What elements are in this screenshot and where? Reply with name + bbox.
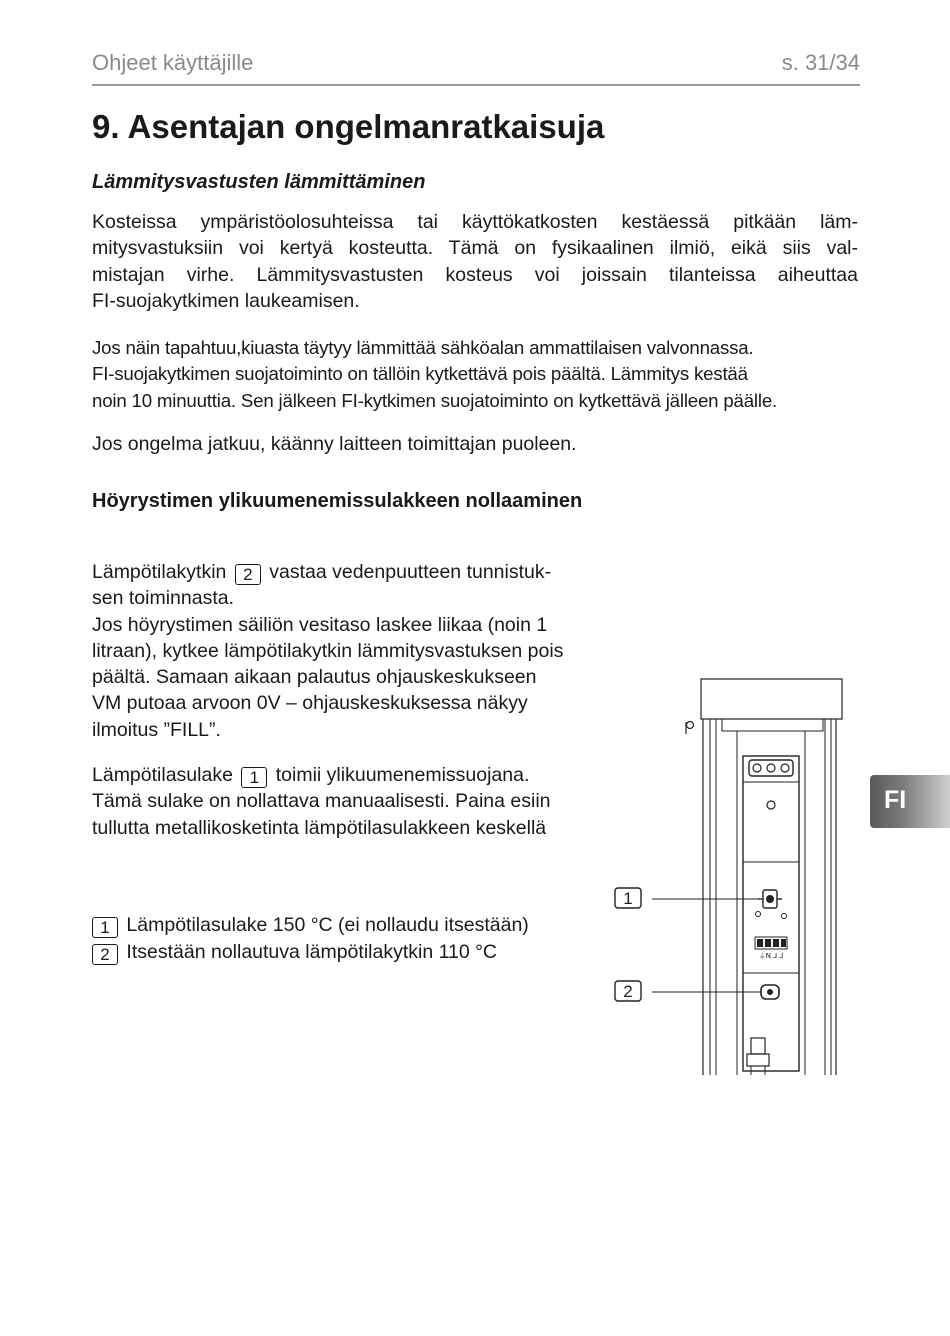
chapter-title [92,108,604,146]
screw-icon [687,722,694,729]
page-number: s. 31/34 [781,50,860,75]
paragraph-procedure [92,335,858,414]
section-heading-heating: Lämmitysvastusten lämmittäminen [92,171,426,193]
text-line: Tämä sulake on nollattava manuaalisesti. Paina esiin [92,790,551,813]
terminal-label: ⏚N ⅃ ⅃ [758,952,784,960]
text-segment: Lämpötilasulake [92,764,233,786]
text-line: ilmoitus ”FILL”. [92,718,221,741]
language-tab [870,775,950,828]
header-divider [92,84,860,86]
paragraph-fuse [92,762,627,841]
text-line: litraan), kytkee lämpötilakytkin lämmitysvastuksen pois [92,639,564,662]
text-line: Jos höyrystimen säiliön vesitaso laskee liikaa (noin 1 [92,613,548,636]
text-line: noin 10 minuuttia. Sen jälkeen FI-kytkimen suojatoiminto on kytkettävä jälleen päälle. [92,389,778,411]
text-line: päältä. Samaan aikaan palautus ohjauskeskukseen [92,666,537,689]
section-heading-overheat-reset: Höyrystimen ylikuumenemissulakkeen nollaaminen [92,490,583,512]
text-segment: toimii ylikuumenemissuojana. [275,764,530,786]
text-line: Kosteissa ympäristöolosuhteissa tai käyttökatkosten kestäessä pitkään läm- [92,211,858,233]
language-tab-label: FI [884,786,907,814]
text-line [92,762,627,788]
legend-item-1 [92,914,529,938]
running-header-title: Ohjeet käyttäjille [92,50,254,75]
paragraph-moisture [92,209,858,314]
chapter-title-text: Asentajan ongelmanratkaisuja [127,108,605,145]
legend-text: Lämpötilasulake 150 °C (ei nollaudu itsestään) [126,914,529,936]
text-line: sen toiminnasta. [92,587,234,610]
text-line [92,559,627,585]
text-segment: vastaa vedenpuutteen tunnistuk- [269,561,552,583]
text-line: tullutta metallikosketinta lämpötilasulakkeen keskellä [92,816,547,839]
callout-label-2: 2 [623,982,633,1001]
legend-box-1: 1 [92,917,118,938]
chapter-number: 9. [92,108,120,145]
text-segment: Lämpötilakytkin [92,561,227,583]
text-line: FI-suojakytkimen suojatoiminto on tällöin kytkettävä pois päältä. Lämmitys kestää [92,363,748,385]
text-line: mitysvastuksiin voi kertyä kosteutta. Tämä on fysikaalinen ilmiö, eikä siis val- [92,237,858,260]
paragraph-contact: Jos ongelma jatkuu, käänny laitteen toimittajan puoleen. [92,433,577,455]
text-line: mistajan virhe. Lämmitysvastusten kosteus voi joissain tilanteissa aiheuttaa [92,263,858,286]
text-line: Jos näin tapahtuu,kiuasta täytyy lämmittää sähköalan ammattilaisen valvonnassa. [92,337,754,358]
top-cap [701,679,842,719]
legend-text: Itsestään nollautuva lämpötilakytkin 110 °C [126,941,497,963]
steam-generator-diagram [600,670,860,1090]
control-box [743,756,799,1071]
reference-box-2: 2 [235,564,261,585]
callout-label-1: 1 [623,889,633,908]
legend-item-2 [92,941,497,965]
legend-box-2: 2 [92,944,118,965]
text-line: VM putoaa arvoon 0V – ohjauskeskuksessa näkyy [92,692,528,715]
text-line: FI-suojakytkimen laukeamisen. [92,289,360,312]
paragraph-thermostat [92,559,627,743]
reference-box-1: 1 [241,767,267,788]
